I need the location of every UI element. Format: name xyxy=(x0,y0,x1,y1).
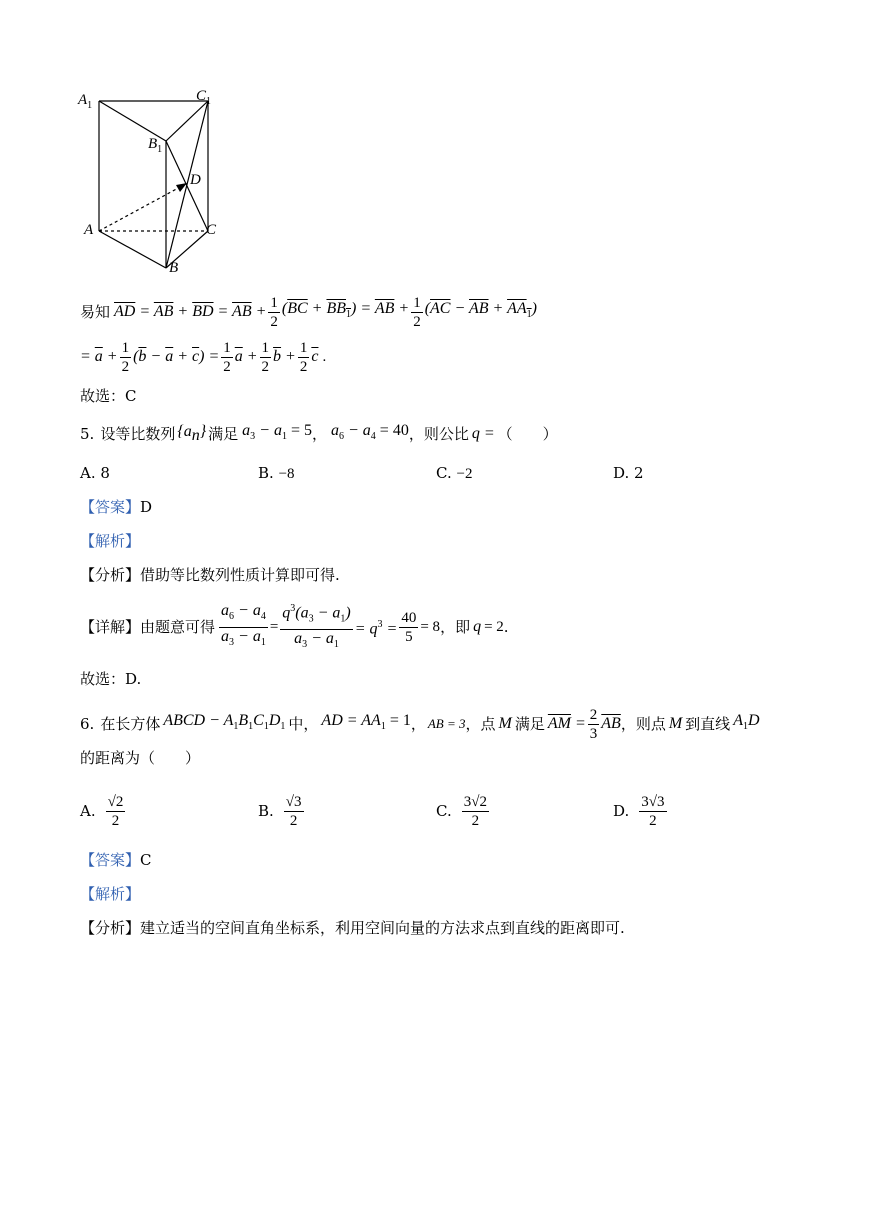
q6-stem-line1: 6. 在长方体 ABCD − $A_1B_1C_1D_1$ 中， AD = $AA_1 = 1$ ， AB = 3 ，点 M 满足 $\overline{AM}$ = $\frac{2}{3}$ $\overline{AB}$ ，则点 M 到直线 $A_1D$ xyxy=(80,706,760,742)
edge-b1-c1 xyxy=(166,101,208,141)
label-a: A xyxy=(84,222,94,238)
q5-option-d: D. 2 xyxy=(613,464,644,482)
prev-conclusion: 故选：C xyxy=(80,387,137,405)
label-d: D xyxy=(190,172,201,188)
q6-analysis-tag: 【解析】 xyxy=(80,885,141,903)
label-a1: $A_1$ xyxy=(78,92,93,111)
label-b1: $B_1$ xyxy=(148,136,163,155)
q5-answer: 【答案】D xyxy=(80,498,153,516)
q5-fenxi: 【分析】借助等比数列性质计算即可得. xyxy=(80,566,340,584)
q5-option-c: C. −2 xyxy=(436,464,473,482)
q5-option-a: A. 8 xyxy=(80,464,110,482)
q5-analysis-tag: 【解析】 xyxy=(80,532,141,550)
q6-option-a: A. $\frac{√2}{2}$ xyxy=(80,793,124,829)
vector-equation-line2: = $\overline{a}$ + $\frac{1}{2}$ $(\overline{b} - \overline{a} + \overline{c})$ = $\frac{1}{2}$ $\overline{a}$ + $\frac{1}{2}$ $\overline{b}$ + $\frac{1}{2}$ $\overline{c}$ . xyxy=(80,339,327,375)
label-b: B xyxy=(169,260,179,276)
q6-option-b: B. $\frac{√3}{2}$ xyxy=(258,793,302,829)
label-c: C xyxy=(206,222,217,238)
q6-stem-line2: 的距离为（ ） xyxy=(80,749,201,767)
diag-b-c1 xyxy=(166,101,208,268)
q6-answer: 【答案】C xyxy=(80,851,152,869)
q6-fenxi: 【分析】建立适当的空间直角坐标系，利用空间向量的方法求点到直线的距离即可. xyxy=(80,919,625,937)
q5-stem: 5. 设等比数列 $\{a_n\}$ 满足 $a_3 - a_1 = 5$ ， $a_6 - a_4 = 40$ ，则公比 q = （ ） xyxy=(80,421,558,445)
q5-option-b: B. −8 xyxy=(258,464,295,482)
q5-detail: 【详解】 由题意可得 $\frac{a_6 - a_4}{a_3 - a_1}$ = $\frac{q^3(a_3 - a_1)}{a_3 - a_1}$ = $q^3$ = $\frac{40}{5}$ = 8 ，即 q = 2 . xyxy=(80,602,509,652)
prism-figure xyxy=(70,80,230,290)
q5-conclusion: 故选：D. xyxy=(80,670,142,688)
label-c1: $C_1$ xyxy=(196,88,212,107)
q6-option-c: C. $\frac{3√2}{2}$ xyxy=(436,793,487,829)
prefix-text: 易知 xyxy=(80,303,111,321)
q6-option-d: D. $\frac{3√3}{2}$ xyxy=(613,793,665,829)
vector-ad xyxy=(99,186,182,231)
vector-equation-line1: 易知 $\overline{AD} = \overline{AB} + \overline{BD} = \overline{AB}$ + $\frac{1}{2}$ $(\overline{BC} + BB_1) = \overline{AB}$ + $\frac{1}{2}$ $(\overline{AC} - \overline{AB} + AA_1)$ xyxy=(80,294,537,330)
edge-a-b xyxy=(99,231,166,268)
edge-a1-b1 xyxy=(99,101,166,141)
